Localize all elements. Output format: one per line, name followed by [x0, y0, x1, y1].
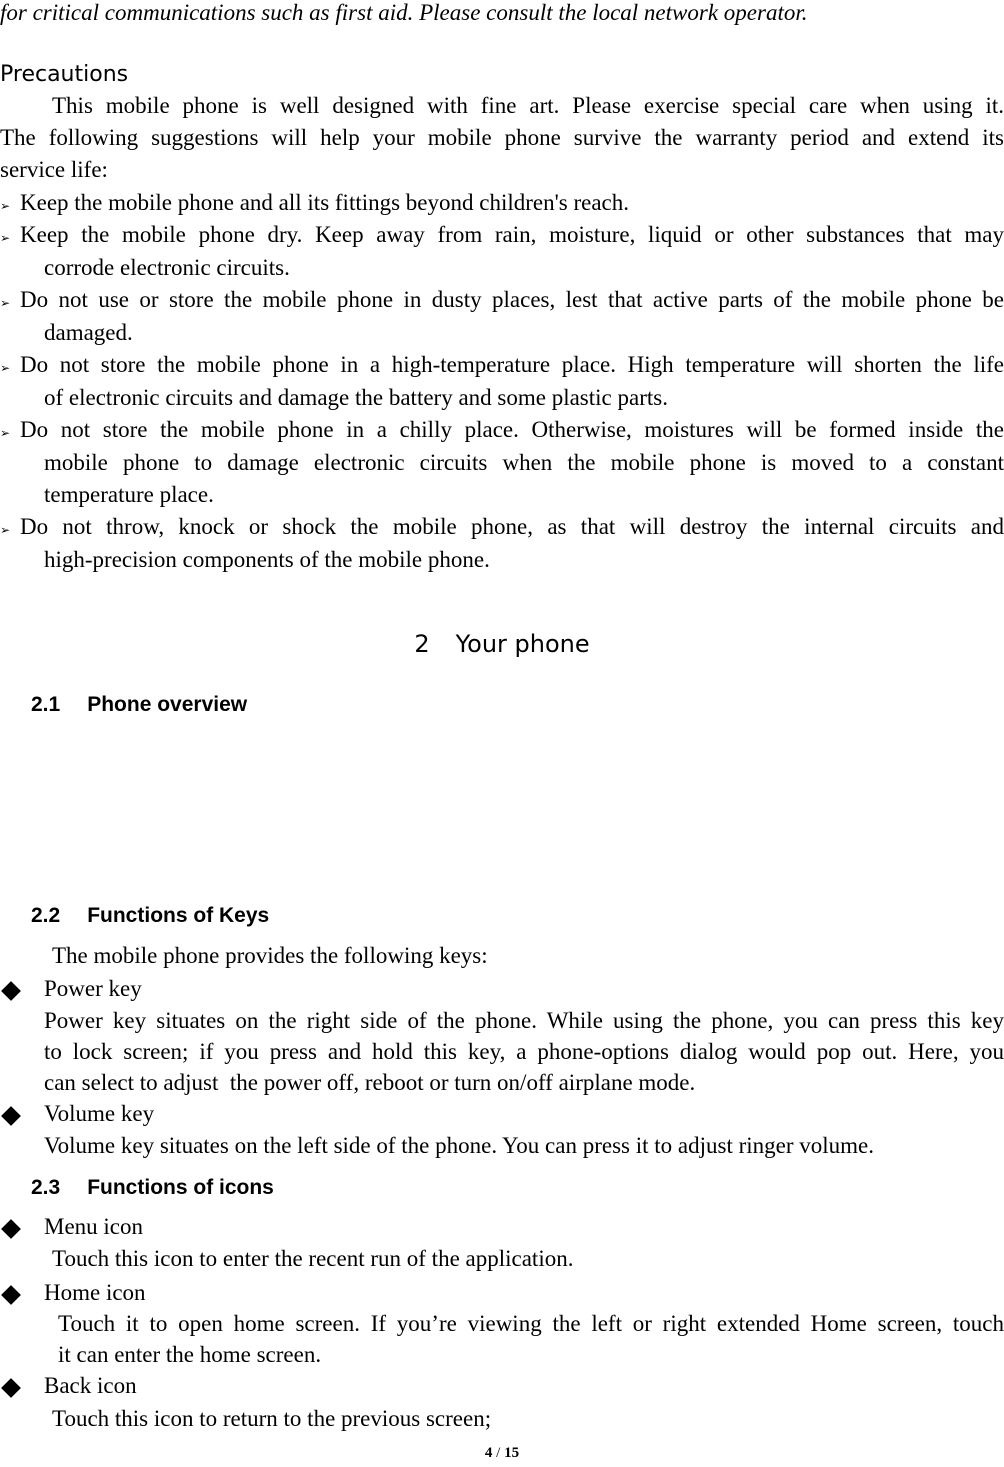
page-total: 15	[504, 1445, 520, 1461]
section-heading-2-2	[31, 904, 269, 928]
page-current: 4	[484, 1445, 493, 1461]
diamond-bullet-icon	[1, 1285, 21, 1305]
section-number: 2.3	[31, 1176, 61, 1199]
bullet-text: temperature place.	[44, 482, 214, 507]
intro-line: for critical communications such as first aid. Please consult the local network operator.	[0, 0, 808, 25]
precautions-para-line-3: service life:	[0, 157, 108, 182]
bullet-text: Do not use or store the mobile phone in dusty places, lest that active parts of the mobile phone be	[20, 287, 1004, 312]
chapter-heading	[0, 630, 1004, 658]
icon-item-home	[0, 1280, 1004, 1376]
section-title: Phone overview	[87, 693, 248, 716]
diamond-bullet-icon	[1, 1378, 21, 1398]
section-heading-2-3	[31, 1176, 274, 1200]
key-description: can select to adjust the power off, reboot or turn on/off airplane mode.	[44, 1070, 696, 1095]
section-title: Functions of Keys	[87, 904, 270, 927]
bullet-text: mobile phone to damage electronic circuits when the mobile phone is moved to a constant	[44, 450, 1004, 475]
section-title: Functions of icons	[87, 1176, 274, 1199]
precaution-bullet-4	[0, 352, 1004, 416]
bullet-text: damaged.	[44, 320, 133, 345]
key-item-volume	[0, 1101, 1004, 1165]
diamond-bullet-icon	[1, 1219, 21, 1239]
arrow-bullet-icon: ➢	[0, 426, 11, 440]
precaution-bullet-2	[0, 222, 1004, 286]
chapter-title: Your phone	[455, 630, 590, 658]
precaution-bullet-1	[0, 190, 1004, 222]
section-number: 2.1	[31, 693, 61, 716]
bullet-text: Keep the mobile phone dry. Keep away from rain, moisture, liquid or other substances that may	[20, 222, 1004, 247]
icon-description: it can enter the home screen.	[58, 1342, 322, 1367]
icon-name: Menu icon	[44, 1214, 144, 1239]
key-name: Volume key	[44, 1101, 155, 1126]
icon-name: Home icon	[44, 1280, 146, 1305]
chapter-number: 2	[414, 630, 430, 658]
precautions-para-line-2: The following suggestions will help your mobile phone survive the warranty period and extend its	[0, 125, 1004, 150]
arrow-bullet-icon: ➢	[0, 361, 11, 375]
precaution-bullet-6	[0, 514, 1004, 578]
icon-description: Touch this icon to return to the previous screen;	[52, 1406, 492, 1431]
section-number: 2.2	[31, 904, 61, 927]
icon-description: Touch it to open home screen. If you’re viewing the left or right extended Home screen, touch	[58, 1311, 1004, 1336]
icon-description: Touch this icon to enter the recent run of the application.	[52, 1246, 574, 1271]
diamond-bullet-icon	[1, 981, 21, 1001]
bullet-text: Keep the mobile phone and all its fittings beyond children's reach.	[20, 190, 630, 215]
precautions-heading: Precautions	[0, 62, 129, 87]
section-heading-2-1	[31, 693, 247, 717]
precaution-bullet-3	[0, 287, 1004, 351]
arrow-bullet-icon: ➢	[0, 523, 11, 537]
keys-intro: The mobile phone provides the following keys:	[52, 943, 488, 968]
key-description: Volume key situates on the left side of the phone. You can press it to adjust ringer volume.	[44, 1133, 874, 1158]
page-separator: /	[496, 1445, 501, 1461]
precautions-para-line-1: This mobile phone is well designed with fine art. Please exercise special care when using it.	[52, 93, 1004, 118]
bullet-text: of electronic circuits and damage the battery and some plastic parts.	[44, 385, 668, 410]
precaution-bullet-5	[0, 417, 1004, 514]
icon-name: Back icon	[44, 1373, 137, 1398]
key-name: Power key	[44, 976, 142, 1001]
key-description: Power key situates on the right side of the phone. While using the phone, you can press this key	[44, 1008, 1004, 1033]
bullet-text: Do not store the mobile phone in a high-temperature place. High temperature will shorten the life	[20, 352, 1004, 377]
bullet-text: high-precision components of the mobile phone.	[44, 547, 490, 572]
bullet-text: corrode electronic circuits.	[44, 255, 290, 280]
arrow-bullet-icon: ➢	[0, 296, 11, 310]
bullet-text: Do not throw, knock or shock the mobile phone, as that will destroy the internal circuits and	[20, 514, 1004, 539]
key-item-power	[0, 976, 1004, 1106]
page-number	[0, 1445, 1004, 1462]
arrow-bullet-icon: ➢	[0, 199, 11, 213]
diamond-bullet-icon	[1, 1106, 21, 1126]
arrow-bullet-icon: ➢	[0, 231, 11, 245]
bullet-text: Do not store the mobile phone in a chilly place. Otherwise, moistures will be formed inside the	[20, 417, 1004, 442]
key-description: to lock screen; if you press and hold this key, a phone-options dialog would pop out. Here, you	[44, 1039, 1004, 1064]
icon-item-menu	[0, 1214, 1004, 1278]
icon-item-back	[0, 1373, 1004, 1437]
